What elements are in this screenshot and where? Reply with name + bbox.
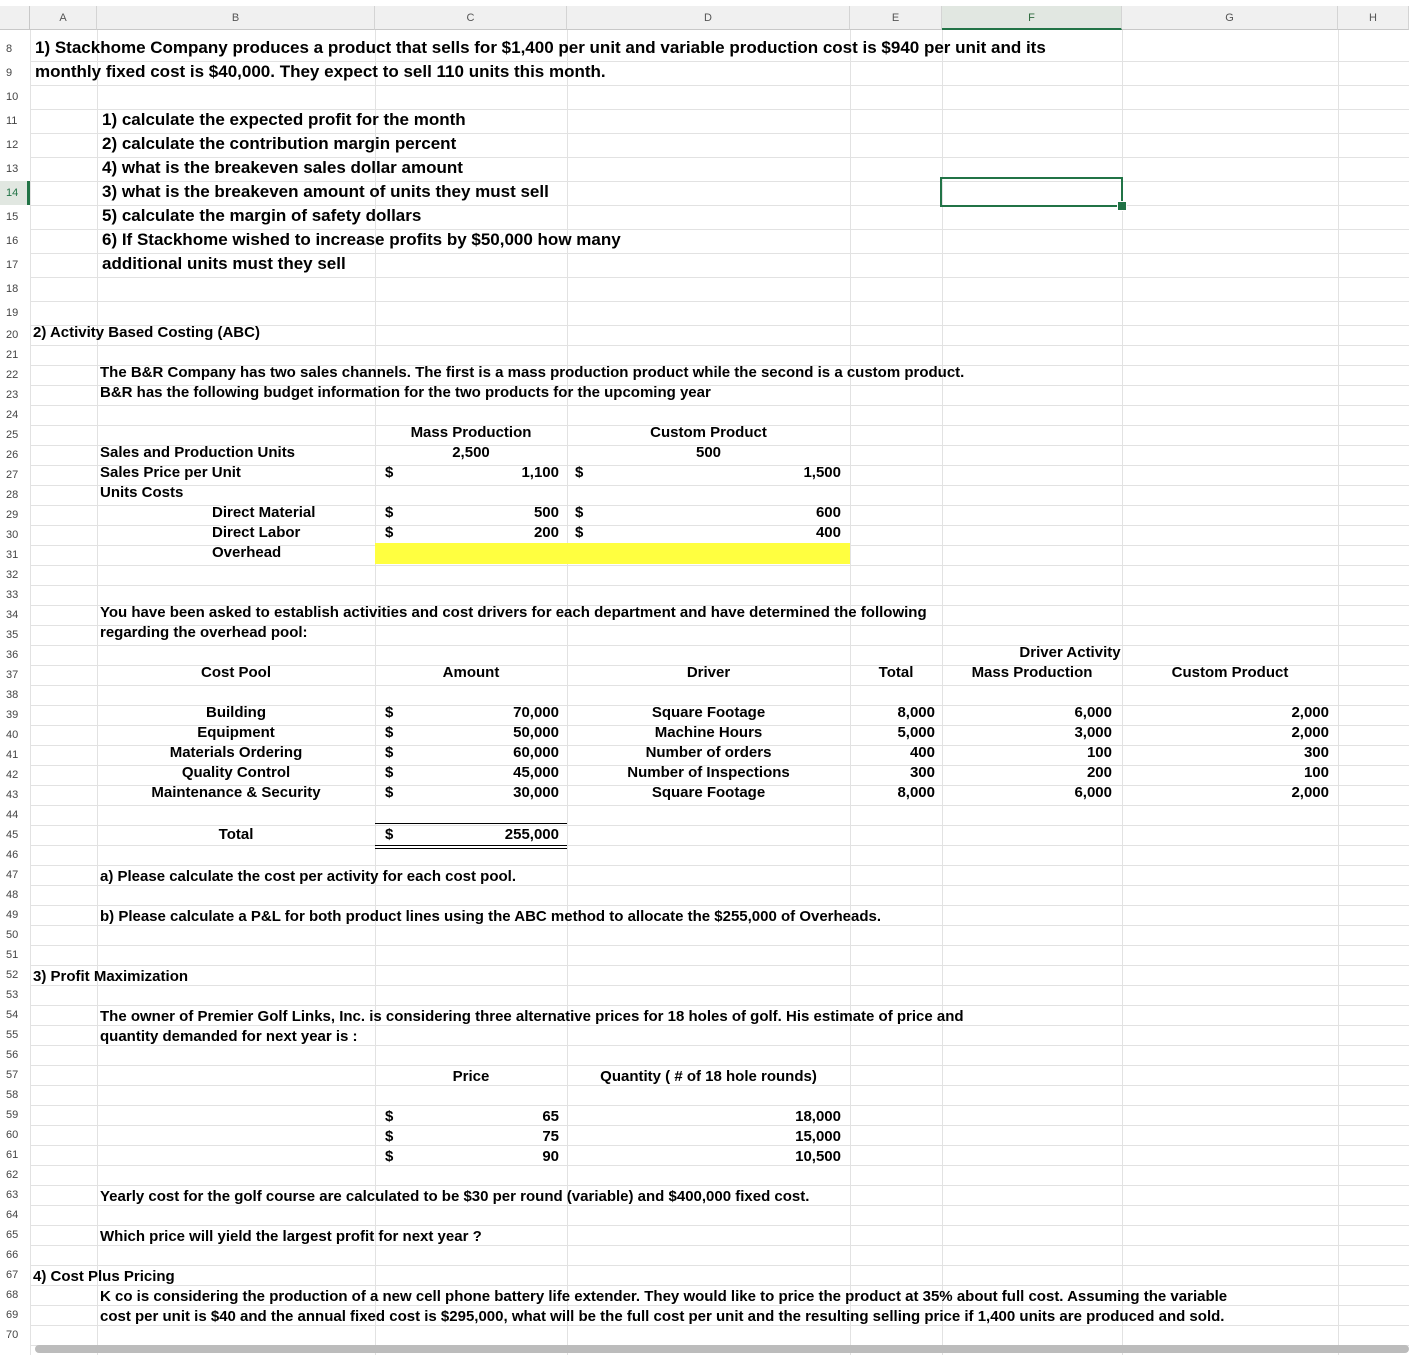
pool-name: Quality Control xyxy=(181,764,291,781)
quantity-value: 18,000 xyxy=(795,1108,841,1125)
row-header-14[interactable]: 14 xyxy=(0,181,30,205)
row-header-55[interactable]: 55 xyxy=(0,1025,30,1045)
pool-total: 8,000 xyxy=(897,704,935,721)
row-header-59[interactable]: 59 xyxy=(0,1105,30,1125)
row-header-31[interactable]: 31 xyxy=(0,545,30,565)
price-value: 65 xyxy=(542,1108,559,1125)
pool-total: 300 xyxy=(909,764,935,781)
row-header-20[interactable]: 20 xyxy=(0,325,30,345)
pool-mass: 6,000 xyxy=(1074,704,1112,721)
row-header-39[interactable]: 39 xyxy=(0,705,30,725)
q1-line1: 1) Stackhome Company produces a product that sells for $1,400 per unit and variable production cost is $940 per unit and its xyxy=(35,38,1046,57)
pool-name: Building xyxy=(206,704,266,721)
row-header-21[interactable]: 21 xyxy=(0,345,30,365)
dm-label: Direct Material xyxy=(212,504,316,521)
row-header-41[interactable]: 41 xyxy=(0,745,30,765)
row-header-26[interactable]: 26 xyxy=(0,445,30,465)
dollar-sign: $ xyxy=(385,524,394,541)
q4-line1: K co is considering the production of a new cell phone battery life extender. They would like to price the product at 35% about full cost. Assuming the variable xyxy=(100,1288,1228,1305)
row-header-17[interactable]: 17 xyxy=(0,253,30,277)
pool-amount: 70,000 xyxy=(513,704,559,721)
pool-total: 5,000 xyxy=(897,724,935,741)
price-custom: 1,500 xyxy=(803,464,841,481)
q4-line2: cost per unit is $40 and the annual fixed cost is $295,000, what will be the full cost per unit and the resulting selling price if 1,400 units are produced and sold. xyxy=(100,1308,1225,1325)
row-gridline xyxy=(30,1285,1409,1286)
row-gridline xyxy=(30,1265,1409,1266)
pool-mass: 200 xyxy=(1086,764,1112,781)
row-header-9[interactable]: 9 xyxy=(0,61,30,85)
dollar-sign: $ xyxy=(385,504,394,521)
pool-mass: 3,000 xyxy=(1074,724,1112,741)
price-value: 90 xyxy=(542,1148,559,1165)
row-header-63[interactable]: 63 xyxy=(0,1185,30,1205)
pool-custom: 2,000 xyxy=(1291,704,1329,721)
q1-task: 6) If Stackhome wished to increase profits by $50,000 how many xyxy=(102,230,621,249)
q4-title: 4) Cost Plus Pricing xyxy=(33,1268,175,1285)
row-header-52[interactable]: 52 xyxy=(0,965,30,985)
dollar-sign: $ xyxy=(385,764,394,781)
q3-question: Which price will yield the largest profit for next year ? xyxy=(100,1228,482,1245)
row-header-15[interactable]: 15 xyxy=(0,205,30,229)
dl-label: Direct Labor xyxy=(212,524,301,541)
row-gridline xyxy=(30,1005,1409,1006)
header-price: Price xyxy=(452,1068,490,1085)
dollar-sign: $ xyxy=(385,724,394,741)
row-header-8[interactable]: 8 xyxy=(0,37,30,61)
dm-mass: 500 xyxy=(533,504,559,521)
pool-amount: 30,000 xyxy=(513,784,559,801)
row-header-42[interactable]: 42 xyxy=(0,765,30,785)
dl-mass: 200 xyxy=(533,524,559,541)
row-header-30[interactable]: 30 xyxy=(0,525,30,545)
row-gridline xyxy=(30,277,1409,278)
row-header-65[interactable]: 65 xyxy=(0,1225,30,1245)
column-header-b[interactable]: B xyxy=(97,6,375,30)
pool-mass: 6,000 xyxy=(1074,784,1112,801)
q2-intro-line1: The B&R Company has two sales channels. The first is a mass production product while the second is a custom product. xyxy=(100,364,965,381)
column-header-e[interactable]: E xyxy=(850,6,942,30)
row-gridline xyxy=(30,565,1409,566)
horizontal-scrollbar[interactable] xyxy=(35,1345,1409,1353)
row-header-43[interactable]: 43 xyxy=(0,785,30,805)
pool-name: Maintenance & Security xyxy=(151,784,321,801)
row-header-61[interactable]: 61 xyxy=(0,1145,30,1165)
row-gridline xyxy=(30,845,1409,846)
select-all-corner[interactable] xyxy=(0,6,30,30)
row-header-56[interactable]: 56 xyxy=(0,1045,30,1065)
row-gridline xyxy=(30,585,1409,586)
column-header-d[interactable]: D xyxy=(567,6,850,30)
overhead-highlight-cell[interactable] xyxy=(375,543,850,564)
header-cost-pool: Cost Pool xyxy=(201,664,271,681)
row-header-64[interactable]: 64 xyxy=(0,1205,30,1225)
row-header-16[interactable]: 16 xyxy=(0,229,30,253)
row-header-45[interactable]: 45 xyxy=(0,825,30,845)
units-mass: 2,500 xyxy=(452,444,490,461)
q1-line2: monthly fixed cost is $40,000. They expect to sell 110 units this month. xyxy=(35,62,606,81)
pool-total: 8,000 xyxy=(897,784,935,801)
pool-total-amount: 255,000 xyxy=(504,826,559,843)
row-gridline xyxy=(30,865,1409,866)
header-driver-activity: Driver Activity xyxy=(1019,644,1121,661)
pool-amount: 60,000 xyxy=(513,744,559,761)
row-header-22[interactable]: 22 xyxy=(0,365,30,385)
selected-cell-f14[interactable] xyxy=(940,177,1123,207)
row-gridline xyxy=(30,1185,1409,1186)
row-header-10[interactable]: 10 xyxy=(0,85,30,109)
row-gridline xyxy=(30,405,1409,406)
dollar-sign: $ xyxy=(385,744,394,761)
header-mass-production: Mass Production xyxy=(410,424,532,441)
dollar-sign: $ xyxy=(385,784,394,801)
row-header-36[interactable]: 36 xyxy=(0,645,30,665)
pool-driver: Square Footage xyxy=(651,704,766,721)
dollar-sign: $ xyxy=(385,1108,394,1125)
row-header-38[interactable]: 38 xyxy=(0,685,30,705)
price-mass: 1,100 xyxy=(521,464,559,481)
overhead-label: Overhead xyxy=(212,544,282,561)
row-header-54[interactable]: 54 xyxy=(0,1005,30,1025)
column-header-h[interactable]: H xyxy=(1338,6,1409,30)
row-header-53[interactable]: 53 xyxy=(0,985,30,1005)
row-header-37[interactable]: 37 xyxy=(0,665,30,685)
row-gridline xyxy=(30,805,1409,806)
row-header-12[interactable]: 12 xyxy=(0,133,30,157)
column-header-c[interactable]: C xyxy=(375,6,567,30)
header-total: Total xyxy=(878,664,914,681)
row-header-46[interactable]: 46 xyxy=(0,845,30,865)
column-header-f[interactable]: F xyxy=(942,6,1122,30)
pool-custom: 100 xyxy=(1303,764,1329,781)
row-gridline xyxy=(30,345,1409,346)
pool-custom: 2,000 xyxy=(1291,724,1329,741)
pool-name: Equipment xyxy=(197,724,275,741)
dollar-sign: $ xyxy=(575,504,584,521)
dollar-sign: $ xyxy=(385,826,394,843)
q1-task: 1) calculate the expected profit for the month xyxy=(102,110,466,129)
pool-intro-line1: You have been asked to establish activities and cost drivers for each department and have determined the following xyxy=(100,604,927,621)
q1-task: 2) calculate the contribution margin percent xyxy=(102,134,457,153)
units-custom: 500 xyxy=(695,444,722,461)
question-a: a) Please calculate the cost per activity for each cost pool. xyxy=(100,868,516,885)
row-gridline xyxy=(30,301,1409,302)
units-label: Sales and Production Units xyxy=(100,444,296,461)
row-header-57[interactable]: 57 xyxy=(0,1065,30,1085)
header-custom-product: Custom Product xyxy=(650,424,767,441)
row-gridline xyxy=(30,485,1409,486)
row-header-23[interactable]: 23 xyxy=(0,385,30,405)
dl-custom: 400 xyxy=(815,524,841,541)
row-header-68[interactable]: 68 xyxy=(0,1285,30,1305)
q3-intro-line1: The owner of Premier Golf Links, Inc. is considering three alternative prices for 18 holes of golf. His estimate of price and xyxy=(100,1008,964,1025)
dollar-sign: $ xyxy=(385,1128,394,1145)
row-header-48[interactable]: 48 xyxy=(0,885,30,905)
pool-intro-line2: regarding the overhead pool: xyxy=(100,624,308,641)
q2-intro-line2: B&R has the following budget information for the two products for the upcoming year xyxy=(100,384,711,401)
header-mass-production-activity: Mass Production xyxy=(971,664,1093,681)
row-header-25[interactable]: 25 xyxy=(0,425,30,445)
row-header-58[interactable]: 58 xyxy=(0,1085,30,1105)
row-header-44[interactable]: 44 xyxy=(0,805,30,825)
price-value: 75 xyxy=(542,1128,559,1145)
row-gridline xyxy=(30,645,1409,646)
pool-name: Materials Ordering xyxy=(169,744,303,761)
row-header-62[interactable]: 62 xyxy=(0,1165,30,1185)
row-header-24[interactable]: 24 xyxy=(0,405,30,425)
row-header-27[interactable]: 27 xyxy=(0,465,30,485)
fill-handle[interactable] xyxy=(1117,201,1127,211)
row-header-11[interactable]: 11 xyxy=(0,109,30,133)
total-top-border xyxy=(375,823,567,824)
pool-mass: 100 xyxy=(1086,744,1112,761)
price-label: Sales Price per Unit xyxy=(100,464,241,481)
pool-custom: 300 xyxy=(1303,744,1329,761)
pool-amount: 50,000 xyxy=(513,724,559,741)
row-gridline xyxy=(30,85,1409,86)
column-header-g[interactable]: G xyxy=(1122,6,1338,30)
pool-driver: Number of orders xyxy=(645,744,772,761)
row-header-70[interactable]: 70 xyxy=(0,1325,30,1345)
row-header-67[interactable]: 67 xyxy=(0,1265,30,1285)
dollar-sign: $ xyxy=(385,464,394,481)
row-header-40[interactable]: 40 xyxy=(0,725,30,745)
row-gridline xyxy=(30,1225,1409,1226)
row-header-19[interactable]: 19 xyxy=(0,301,30,325)
row-header-33[interactable]: 33 xyxy=(0,585,30,605)
pool-amount: 45,000 xyxy=(513,764,559,781)
row-gridline xyxy=(30,945,1409,946)
row-header-51[interactable]: 51 xyxy=(0,945,30,965)
dollar-sign: $ xyxy=(575,524,584,541)
quantity-value: 10,500 xyxy=(795,1148,841,1165)
pool-driver: Machine Hours xyxy=(654,724,763,741)
row-header-35[interactable]: 35 xyxy=(0,625,30,645)
row-gridline xyxy=(30,685,1409,686)
row-header-32[interactable]: 32 xyxy=(0,565,30,585)
quantity-value: 15,000 xyxy=(795,1128,841,1145)
q1-task: 4) what is the breakeven sales dollar amount xyxy=(102,158,463,177)
row-header-66[interactable]: 66 xyxy=(0,1245,30,1265)
row-header-29[interactable]: 29 xyxy=(0,505,30,525)
row-header-13[interactable]: 13 xyxy=(0,157,30,181)
dollar-sign: $ xyxy=(385,704,394,721)
pool-driver: Square Footage xyxy=(651,784,766,801)
q1-task: additional units must they sell xyxy=(102,254,346,273)
header-driver: Driver xyxy=(686,664,731,681)
q1-task: 5) calculate the margin of safety dollars xyxy=(102,206,422,225)
row-gridline xyxy=(30,985,1409,986)
row-header-47[interactable]: 47 xyxy=(0,865,30,885)
row-header-69[interactable]: 69 xyxy=(0,1305,30,1325)
q2-title: 2) Activity Based Costing (ABC) xyxy=(33,324,260,341)
row-header-28[interactable]: 28 xyxy=(0,485,30,505)
row-header-49[interactable]: 49 xyxy=(0,905,30,925)
dollar-sign: $ xyxy=(385,1148,394,1165)
row-header-50[interactable]: 50 xyxy=(0,925,30,945)
dm-custom: 600 xyxy=(815,504,841,521)
row-header-34[interactable]: 34 xyxy=(0,605,30,625)
row-gridline xyxy=(30,965,1409,966)
pool-total: 400 xyxy=(909,744,935,761)
q1-task: 3) what is the breakeven amount of units they must sell xyxy=(102,182,549,201)
row-gridline xyxy=(30,1105,1409,1106)
q3-title: 3) Profit Maximization xyxy=(33,968,189,985)
column-header-a[interactable]: A xyxy=(30,6,97,30)
header-custom-product-activity: Custom Product xyxy=(1171,664,1289,681)
row-header-60[interactable]: 60 xyxy=(0,1125,30,1145)
pool-total-label: Total xyxy=(218,826,254,843)
row-gridline xyxy=(30,1065,1409,1066)
pool-driver: Number of Inspections xyxy=(627,764,790,781)
pool-custom: 2,000 xyxy=(1291,784,1329,801)
header-amount: Amount xyxy=(442,664,500,681)
q3-intro-line2: quantity demanded for next year is : xyxy=(100,1028,358,1045)
row-gridline xyxy=(30,905,1409,906)
header-quantity: Quantity ( # of 18 hole rounds) xyxy=(600,1068,817,1085)
question-b: b) Please calculate a P&L for both product lines using the ABC method to allocate the $255,000 of Overheads. xyxy=(100,908,882,925)
dollar-sign: $ xyxy=(575,464,584,481)
total-double-underline xyxy=(375,845,567,849)
unit-costs-label: Units Costs xyxy=(100,484,184,501)
row-header-18[interactable]: 18 xyxy=(0,277,30,301)
q3-cost-line: Yearly cost for the golf course are calculated to be $30 per round (variable) and $400,000 fixed cost. xyxy=(100,1188,810,1205)
